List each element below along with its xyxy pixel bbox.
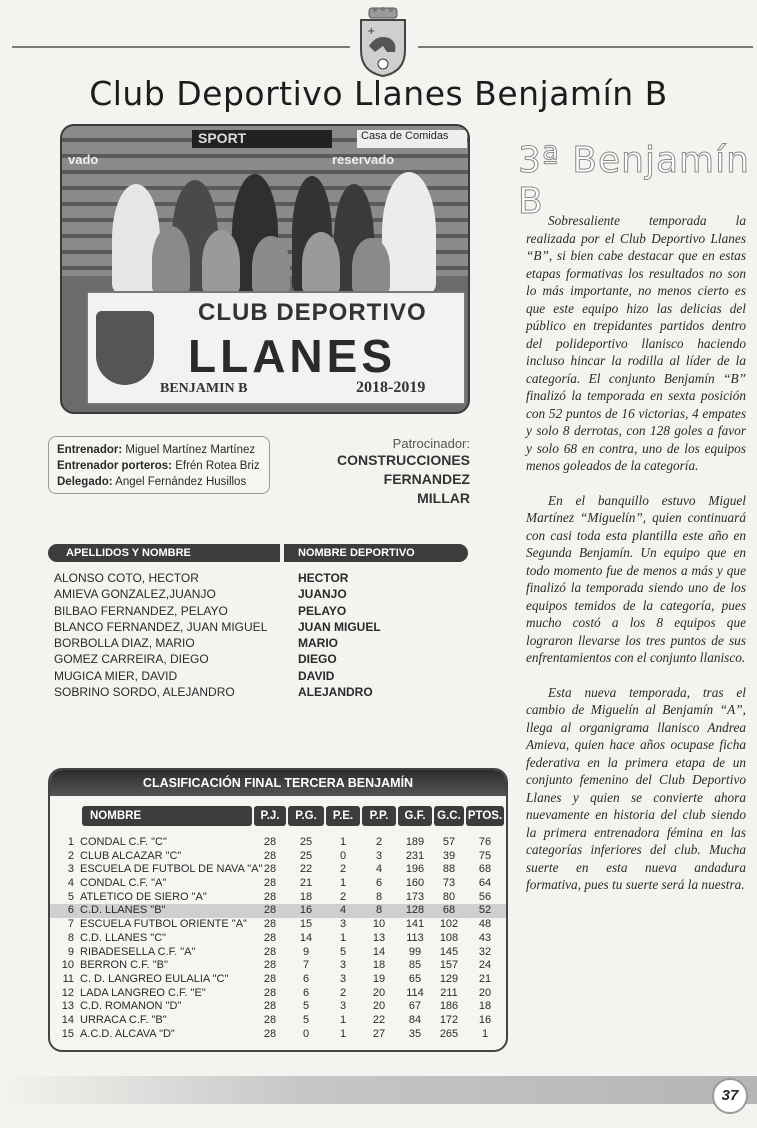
row-pg: 0 [302, 1027, 310, 1040]
list-item: MUGICA MIER, DAVID DAVID [54, 668, 335, 683]
row-pj: 28 [263, 986, 277, 999]
row-pj: 28 [263, 849, 277, 862]
roster-list [54, 570, 474, 700]
staff-box [48, 436, 270, 494]
table-row [50, 987, 508, 1001]
row-gf: 196 [405, 863, 425, 876]
article-body [526, 212, 746, 911]
row-pp: 18 [372, 959, 386, 972]
table-row [50, 850, 508, 864]
row-pts: 52 [478, 904, 492, 917]
col-pg: P.G. [288, 806, 324, 826]
sponsor-label: Patrocinador: [392, 436, 470, 451]
row-pe: 4 [339, 904, 347, 917]
row-gc: 211 [440, 986, 458, 999]
article-paragraph-1: Sobresaliente temporada la realizada por el Club Deportivo Llanes “B”, si bien cabe destacar que en estas etapas formativas los resultados no son lo más importante, no menos cierto es que este equipo hizo las delicias del público en trepidantes partidos dentro del polideportivo llanisco haciendo incluso hincar la rodilla al líder de la categoría. El conjunto Benjamín “B” finalizó la temporada en sexta posición con 52 puntos de 16 victorias, 4 empates y solo 8 derrotas, con 128 goles a favor y solo 68 en contra, uno de los equipos menos goleados de la categoría. [526, 213, 746, 473]
row-gf: 65 [408, 972, 422, 985]
sponsor-line2: FERNANDEZ [383, 471, 470, 487]
header-rule-right [418, 46, 753, 48]
sponsor-block [330, 436, 470, 508]
row-pe: 2 [339, 986, 347, 999]
row-gf: 160 [405, 877, 425, 890]
row-position: 9 [67, 945, 74, 958]
row-pg: 25 [299, 849, 313, 862]
row-pg: 16 [299, 904, 313, 917]
table-row [50, 1028, 508, 1042]
table-row [50, 959, 508, 973]
row-pj: 28 [263, 863, 277, 876]
row-team: C.D. LLANES "B" [80, 904, 166, 917]
standings-rows [50, 836, 508, 1041]
row-pts: 16 [478, 1013, 492, 1026]
row-pe: 5 [339, 945, 347, 958]
standings-table [48, 768, 508, 1052]
row-team: ATLETICO DE SIERO "A" [80, 890, 207, 903]
row-pj: 28 [263, 945, 277, 958]
row-gf: 189 [405, 836, 425, 848]
row-gc: 80 [442, 890, 456, 903]
table-row [50, 891, 508, 905]
row-team: CONDAL C.F. "C" [80, 836, 167, 848]
row-position: 3 [67, 863, 74, 876]
row-pj: 28 [263, 972, 277, 985]
row-pg: 22 [299, 863, 313, 876]
row-pg: 14 [299, 931, 313, 944]
row-position: 14 [61, 1013, 74, 1026]
row-pj: 28 [263, 890, 277, 903]
col-pj: P.J. [254, 806, 286, 826]
team-photo [60, 124, 470, 414]
row-position: 2 [67, 849, 74, 862]
row-pts: 43 [478, 931, 492, 944]
row-pe: 2 [339, 863, 347, 876]
row-gf: 114 [406, 986, 424, 999]
team-people [102, 166, 442, 296]
row-pts: 20 [478, 986, 492, 999]
row-pe: 2 [339, 890, 347, 903]
article-paragraph-2: En el banquillo estuvo Miguel Martínez “Miguelín”, quien continuará con casi toda esta plantilla este año en Segunda Benjamín. Un equipo que en todo momento fue de menos a más y que finalizó la temporada siendo uno de los equipos temidos de la categoría, pues mucho costó a los 8 equipos que lograron llevarse los tres puntos de sus enfrentamientos con el conjunto llanisco. [526, 492, 746, 665]
banner-line1: CLUB DEPORTIVO [198, 299, 427, 326]
row-pts: 76 [478, 836, 492, 848]
sponsor-line3: MILLAR [417, 490, 470, 506]
row-pj: 28 [263, 904, 277, 917]
category-subtitle: 3ª Benjamín B [518, 140, 750, 222]
row-pp: 27 [372, 1027, 386, 1040]
row-pg: 5 [302, 1000, 310, 1013]
page-number: 37 [712, 1078, 748, 1114]
list-item: SOBRINO SORDO, ALEJANDRO ALEJANDRO [54, 685, 373, 700]
standings-header [56, 806, 504, 826]
row-pe: 3 [339, 959, 347, 972]
row-position: 8 [67, 931, 74, 944]
row-pts: 56 [478, 890, 492, 903]
table-row [50, 1000, 508, 1014]
row-position: 11 [62, 972, 74, 985]
row-pe: 1 [339, 1027, 347, 1040]
row-gf: 113 [406, 931, 424, 944]
row-pj: 28 [263, 931, 277, 944]
list-item: BORBOLLA DIAZ, MARIO MARIO [54, 636, 338, 651]
club-crest-icon [357, 6, 409, 78]
row-gf: 141 [405, 918, 425, 931]
row-pe: 1 [339, 877, 347, 890]
banner-line2: LLANES [188, 330, 396, 382]
row-pp: 3 [375, 849, 383, 862]
row-pg: 15 [299, 918, 313, 931]
row-pp: 19 [372, 972, 386, 985]
row-pts: 24 [478, 959, 492, 972]
row-pp: 4 [375, 863, 383, 876]
row-pp: 20 [372, 986, 386, 999]
row-team: RIBADESELLA C.F. "A" [80, 945, 196, 958]
table-row [50, 973, 508, 987]
row-pj: 28 [263, 836, 277, 848]
row-pts: 18 [478, 1000, 492, 1013]
row-pe: 3 [339, 1000, 347, 1013]
roster-col-name: APELLIDOS Y NOMBRE [48, 544, 280, 562]
banner-season: 2018-2019 [356, 379, 426, 396]
row-team: C.D. LLANES "C" [80, 931, 167, 944]
row-position: 10 [61, 959, 74, 972]
header-rule-left [12, 46, 350, 48]
list-item: AMIEVA GONZALEZ,JUANJO JUANJO [54, 587, 347, 602]
row-pg: 5 [302, 1013, 310, 1026]
row-pp: 10 [372, 918, 386, 931]
row-pts: 68 [478, 863, 492, 876]
row-position: 6 [67, 904, 74, 917]
row-position: 4 [67, 877, 74, 890]
row-pp: 8 [375, 904, 383, 917]
banner-team: BENJAMIN B [160, 381, 248, 396]
row-pts: 1 [481, 1027, 489, 1040]
row-gc: 102 [439, 918, 459, 931]
sponsor-line1: CONSTRUCCIONES [336, 452, 470, 468]
banner-shield-icon [96, 311, 154, 385]
row-team: ESCUELA DE FUTBOL DE NAVA "A" [80, 863, 263, 876]
row-pg: 25 [299, 836, 313, 848]
row-gf: 128 [405, 904, 425, 917]
row-position: 1 [67, 836, 74, 848]
row-position: 7 [67, 918, 74, 931]
row-pts: 75 [478, 849, 492, 862]
page-title: Club Deportivo Llanes Benjamín B [89, 74, 668, 113]
row-team: URRACA C.F. "B" [80, 1013, 167, 1026]
row-team: BERRON C.F. "B" [80, 959, 168, 972]
photo-sign-reservado: reservado [332, 152, 395, 167]
row-position: 12 [61, 986, 74, 999]
roster-header [48, 544, 468, 562]
row-gf: 99 [408, 945, 422, 958]
row-pg: 6 [302, 986, 310, 999]
row-pe: 1 [339, 931, 347, 944]
row-pj: 28 [263, 918, 277, 931]
row-gf: 173 [405, 890, 425, 903]
table-row [50, 918, 508, 932]
row-pg: 21 [299, 877, 313, 890]
row-pg: 7 [302, 959, 310, 972]
svg-text:+: + [367, 26, 376, 37]
row-gc: 88 [442, 863, 456, 876]
row-team: CONDAL C.F. "A" [80, 877, 167, 890]
row-pp: 22 [372, 1013, 386, 1026]
table-row [50, 946, 508, 960]
row-gc: 265 [439, 1027, 459, 1040]
row-position: 15 [61, 1027, 74, 1040]
row-gf: 231 [405, 849, 425, 862]
row-pj: 28 [263, 1027, 277, 1040]
row-pe: 1 [339, 836, 347, 848]
photo-sign-casa: Casa de Comidas [357, 130, 467, 148]
row-team: LADA LANGREO C.F. "E" [80, 986, 206, 999]
footer-band [0, 1076, 757, 1104]
row-pe: 3 [339, 918, 347, 931]
row-pp: 6 [375, 877, 383, 890]
table-row [50, 836, 508, 850]
row-gf: 85 [408, 959, 422, 972]
gk-coach-line: Entrenador porteros: Efrén Rotea Briz [57, 460, 260, 472]
row-position: 13 [61, 1000, 74, 1013]
row-pg: 6 [302, 972, 310, 985]
row-gc: 73 [442, 877, 456, 890]
row-gf: 84 [408, 1013, 422, 1026]
row-team: A.C.D. ALCAVA "D" [80, 1027, 175, 1040]
row-gf: 67 [408, 1000, 422, 1013]
row-pp: 8 [375, 890, 383, 903]
col-nombre: NOMBRE [82, 806, 252, 826]
row-pe: 1 [339, 1013, 347, 1026]
roster-col-nick: NOMBRE DEPORTIVO [284, 544, 468, 562]
delegate-line: Delegado: Angel Fernández Husillos [57, 476, 247, 488]
coach-line: Entrenador: Miguel Martínez Martínez [57, 444, 256, 456]
row-pe: 3 [339, 972, 347, 985]
row-pts: 64 [478, 877, 492, 890]
row-pp: 13 [372, 931, 386, 944]
row-pp: 14 [372, 945, 386, 958]
col-pp: P.P. [362, 806, 396, 826]
table-row [50, 877, 508, 891]
row-team: C. D. LANGREO EULALIA "C" [80, 972, 229, 985]
row-gc: 39 [442, 849, 456, 862]
row-pp: 2 [375, 836, 383, 848]
row-pg: 18 [299, 890, 313, 903]
article-paragraph-3: Esta nueva temporada, tras el cambio de Miguelín al Benjamín “A”, llega al organigrama llanisco Andrea Amieva, quien hace años ocupase ficha federativa en la primera etapa de un conjunto femenino del Club Deportivo Llanes y quien se convierte ahora nuevamente en historia del club siendo la primera entrenadora fémina en las categorías inferiores del club. Mucha suerte en esta nueva andadura formativa, pues tu suerte será la nuestra. [526, 684, 746, 892]
row-pj: 28 [263, 1000, 277, 1013]
list-item: BILBAO FERNANDEZ, PELAYO PELAYO [54, 603, 347, 618]
row-team: CLUB ALCAZAR "C" [80, 849, 182, 862]
row-gc: 145 [439, 945, 459, 958]
table-row [50, 863, 508, 877]
list-item: GOMEZ CARREIRA, DIEGO DIEGO [54, 652, 337, 667]
row-pts: 21 [478, 972, 492, 985]
row-gc: 129 [439, 972, 459, 985]
row-gc: 57 [442, 836, 456, 848]
row-pj: 28 [263, 959, 277, 972]
row-pg: 9 [302, 945, 310, 958]
photo-sign-sport: SPORT [192, 130, 332, 148]
row-pj: 28 [263, 1013, 277, 1026]
col-pe: P.E. [326, 806, 360, 826]
row-pj: 28 [263, 877, 277, 890]
row-gc: 108 [439, 931, 459, 944]
list-item: ALONSO COTO, HECTOR HECTOR [54, 571, 349, 585]
row-gf: 35 [408, 1027, 422, 1040]
table-row [50, 932, 508, 946]
table-row [50, 904, 508, 918]
row-gc: 172 [439, 1013, 459, 1026]
col-gc: G.C. [434, 806, 464, 826]
row-gc: 68 [442, 904, 456, 917]
row-pp: 20 [372, 1000, 386, 1013]
row-pts: 32 [478, 945, 492, 958]
club-banner [86, 291, 466, 405]
list-item: BLANCO FERNANDEZ, JUAN MIGUEL JUAN MIGUEL [54, 619, 381, 634]
row-position: 5 [67, 890, 74, 903]
row-team: ESCUELA FUTBOL ORIENTE "A" [80, 918, 247, 931]
row-gc: 186 [439, 1000, 459, 1013]
col-gf: G.F. [398, 806, 432, 826]
photo-sign-vado: vado [68, 152, 99, 167]
row-pts: 48 [478, 918, 492, 931]
row-team: C.D. ROMANON "D" [80, 1000, 182, 1013]
col-ptos: PTOS. [466, 806, 504, 826]
row-pe: 0 [339, 849, 347, 862]
standings-title: CLASIFICACIÓN FINAL TERCERA BENJAMÍN [50, 770, 506, 796]
row-gc: 157 [439, 959, 459, 972]
table-row [50, 1014, 508, 1028]
